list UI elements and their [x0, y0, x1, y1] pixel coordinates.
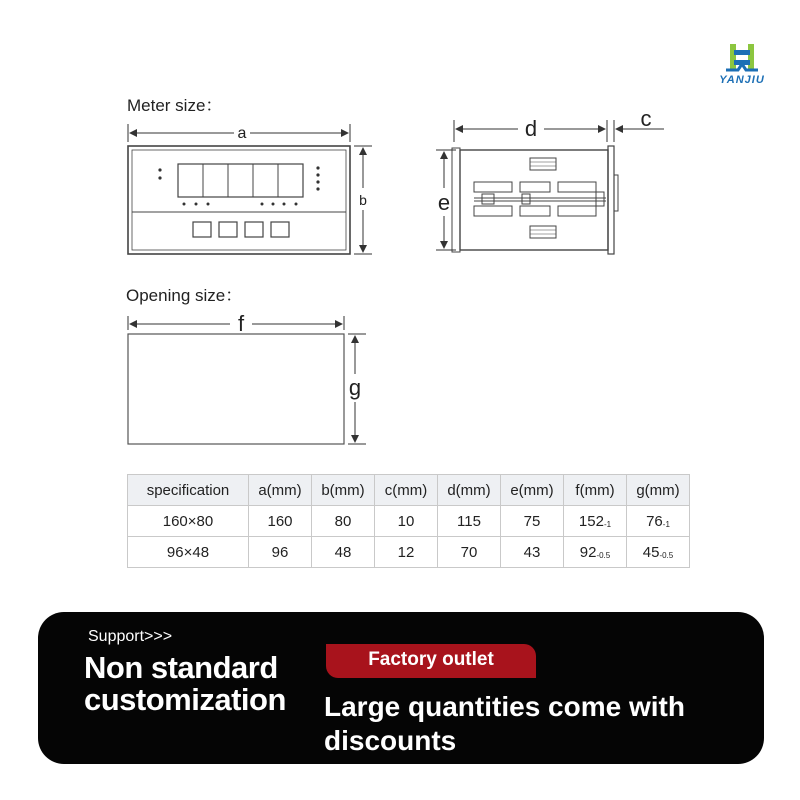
- header-a: a(mm): [249, 475, 312, 506]
- table-row: [128, 506, 690, 537]
- cell-g: [627, 506, 690, 537]
- cell-g: [627, 537, 690, 568]
- cell-f-tolerance: -1: [603, 519, 612, 529]
- cell-f-value: 92: [579, 543, 597, 561]
- dim-label-c: c: [640, 106, 652, 131]
- dim-label-a: a: [237, 125, 247, 142]
- factory-outlet-text: Factory outlet: [368, 649, 494, 670]
- cell-g-value: 76: [646, 512, 663, 530]
- cell-c: 10: [375, 506, 438, 537]
- indicator-dots: [158, 166, 319, 205]
- cell-b: 80: [312, 506, 375, 537]
- cell-spec: 160×80: [128, 506, 249, 537]
- meter-size-label: Meter size：: [127, 96, 223, 115]
- header-f: f(mm): [564, 475, 627, 506]
- cell-d: 70: [438, 537, 501, 568]
- dim-label-f: f: [237, 311, 245, 336]
- cell-c: 12: [375, 537, 438, 568]
- brand-name: YANJIU: [719, 74, 765, 86]
- dim-label-d: d: [524, 116, 538, 141]
- dimension-c: [614, 120, 664, 142]
- table-header-row: [128, 475, 690, 506]
- cell-e: 75: [501, 506, 564, 537]
- cell-f: [564, 506, 627, 537]
- cell-e: 43: [501, 537, 564, 568]
- header-specification: specification: [128, 475, 249, 506]
- dim-label-g: g: [348, 375, 362, 400]
- cell-b: 48: [312, 537, 375, 568]
- cell-g-tolerance: -0.5: [659, 550, 674, 560]
- discount-text-line2: discounts: [324, 725, 457, 756]
- customization-title-line1: Non standard: [84, 650, 278, 685]
- discount-text: [324, 690, 744, 758]
- table-row: [128, 537, 690, 568]
- cell-g-tolerance: -1: [662, 519, 670, 529]
- dimension-f: [128, 316, 344, 330]
- cell-a: 96: [249, 537, 312, 568]
- dim-label-b: b: [359, 192, 367, 208]
- meter-front-view: [128, 146, 350, 254]
- customization-title: [84, 652, 286, 716]
- cell-g-value: 45: [642, 543, 660, 561]
- header-c: c(mm): [375, 475, 438, 506]
- header-g: g(mm): [627, 475, 690, 506]
- spec-table: [127, 474, 690, 568]
- header-d: d(mm): [438, 475, 501, 506]
- opening-cutout: [128, 334, 344, 444]
- discount-text-line1: Large quantities come with: [324, 691, 685, 722]
- cell-f-tolerance: -0.5: [596, 550, 611, 560]
- header-b: b(mm): [312, 475, 375, 506]
- support-label: Support>>>: [88, 628, 173, 645]
- header-e: e(mm): [501, 475, 564, 506]
- cell-f-value: 152: [578, 512, 604, 530]
- cell-d: 115: [438, 506, 501, 537]
- cell-spec: 96×48: [128, 537, 249, 568]
- cell-f: [564, 537, 627, 568]
- customization-title-line2: customization: [84, 682, 286, 717]
- meter-side-view: [452, 146, 618, 254]
- cell-a: 160: [249, 506, 312, 537]
- opening-size-label: Opening size：: [126, 286, 243, 305]
- dim-label-e: e: [437, 190, 451, 215]
